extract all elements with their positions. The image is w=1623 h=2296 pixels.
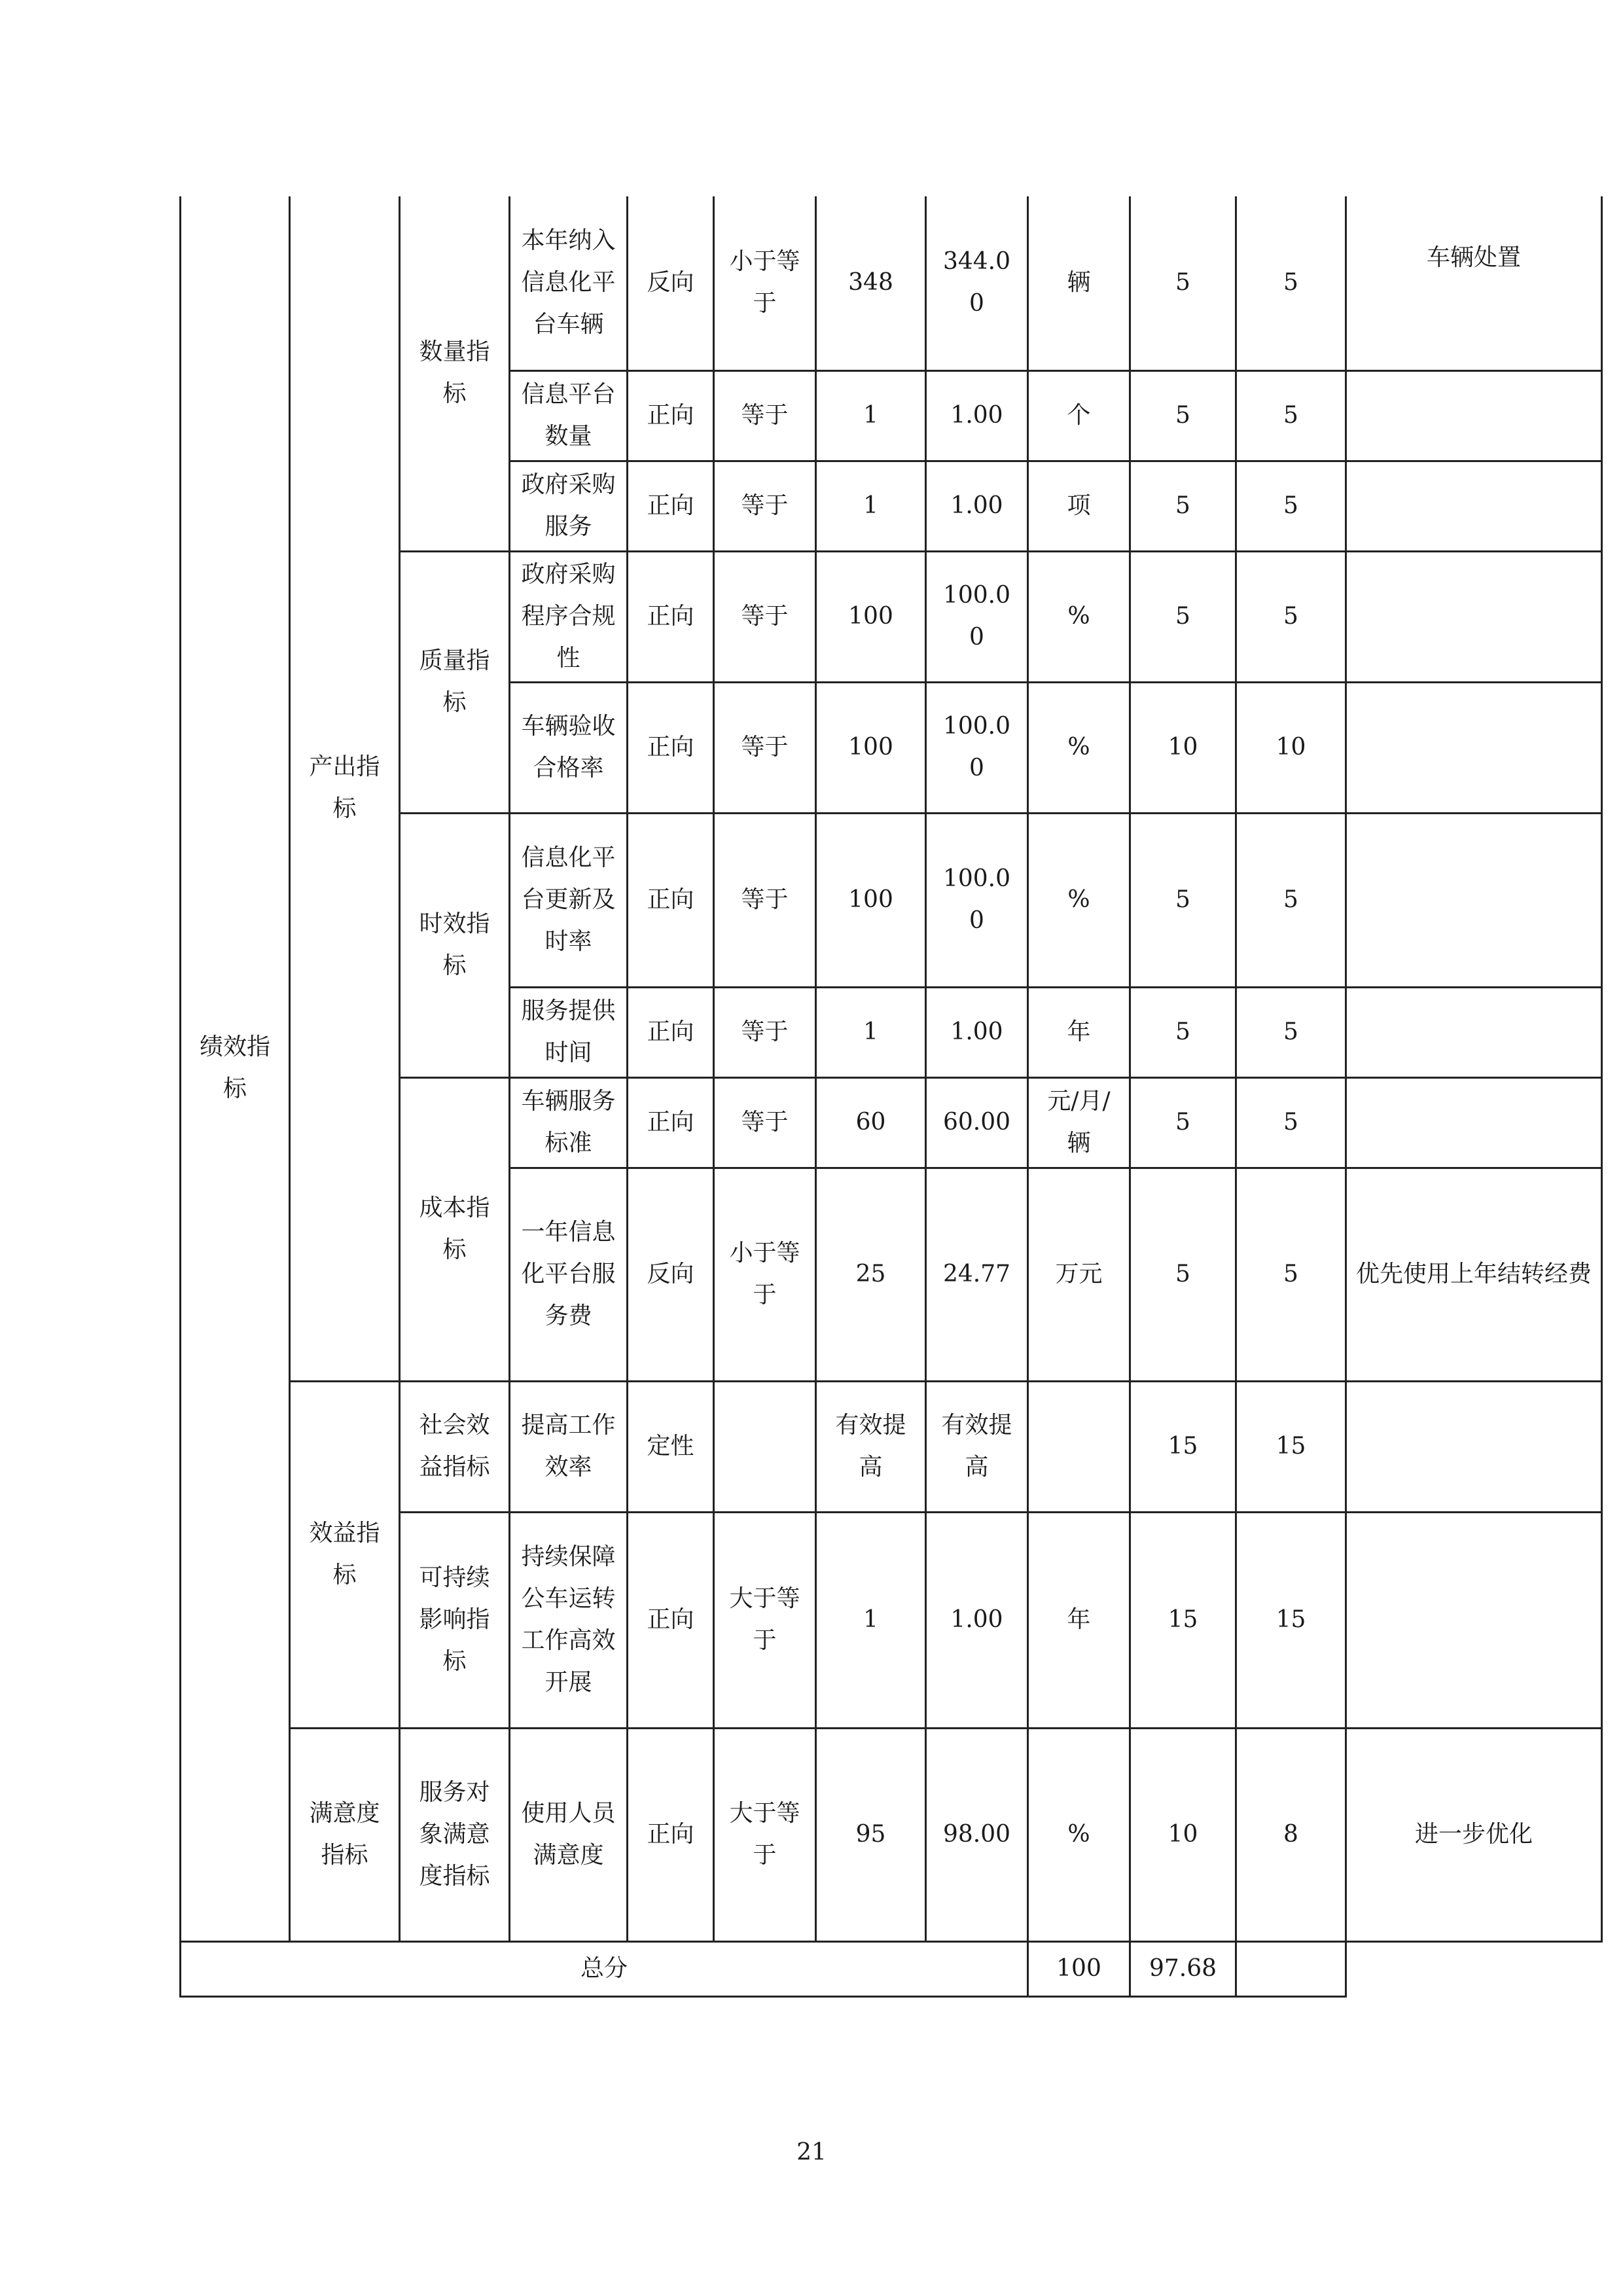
unit-cell: 辆 <box>1028 196 1130 370</box>
actual-cell: 1.00 <box>926 370 1028 461</box>
category-cell-sustainable <box>400 1512 510 1728</box>
weight-cell: 5 <box>1130 370 1236 461</box>
operator-cell: 等于 <box>714 987 816 1077</box>
direction-cell: 正向 <box>628 682 714 813</box>
weight-cell: 10 <box>1130 1728 1236 1941</box>
score-cell: 5 <box>1236 1168 1346 1381</box>
dimension-cell <box>181 196 290 1941</box>
group-label-output: 产出指标 <box>309 753 380 823</box>
target-cell: 60 <box>816 1077 926 1168</box>
note-cell: 进一步优化 <box>1346 1728 1602 1941</box>
actual-cell: 98.00 <box>926 1728 1028 1941</box>
operator-cell: 大于等于 <box>714 1512 816 1728</box>
note-cell <box>1346 461 1602 551</box>
category-label-timeliness: 时效指标 <box>419 910 490 979</box>
operator-cell: 小于等于 <box>714 1168 816 1381</box>
weight-cell: 10 <box>1130 682 1236 813</box>
target-cell: 348 <box>816 196 926 370</box>
unit-cell <box>1028 1381 1130 1512</box>
score-cell: 5 <box>1236 987 1346 1077</box>
direction-cell: 正向 <box>628 551 714 682</box>
actual-cell: 1.00 <box>926 1512 1028 1728</box>
category-label-service-target: 服务对象满意度指标 <box>419 1779 490 1890</box>
actual-cell: 344.00 <box>926 196 1028 370</box>
weight-cell: 15 <box>1130 1381 1236 1512</box>
category-cell-service-target <box>400 1728 510 1941</box>
note-cell <box>1346 551 1602 682</box>
category-cell-social <box>400 1381 510 1512</box>
group-cell-satisfaction <box>290 1728 400 1941</box>
direction-cell: 正向 <box>628 1077 714 1168</box>
operator-cell: 等于 <box>714 370 816 461</box>
score-cell: 5 <box>1236 551 1346 682</box>
performance-indicator-table <box>179 196 1603 1998</box>
score-cell: 15 <box>1236 1512 1346 1728</box>
note-cell: 车辆处置 <box>1346 196 1602 370</box>
operator-cell <box>714 1381 816 1512</box>
target-cell: 1 <box>816 461 926 551</box>
actual-cell: 100.00 <box>926 813 1028 987</box>
actual-cell: 24.77 <box>926 1168 1028 1381</box>
page-number: 21 <box>796 2139 827 2166</box>
total-label: 总分 <box>181 1941 1028 1996</box>
category-cell-quantity <box>400 196 510 551</box>
direction-cell: 反向 <box>628 196 714 370</box>
note-cell <box>1346 1077 1602 1168</box>
unit-cell: 个 <box>1028 370 1130 461</box>
target-cell: 1 <box>816 370 926 461</box>
operator-cell: 等于 <box>714 551 816 682</box>
unit-cell: % <box>1028 551 1130 682</box>
direction-cell: 定性 <box>628 1381 714 1512</box>
target-cell: 1 <box>816 987 926 1077</box>
indicator-cell: 本年纳入信息化平台车辆 <box>510 196 628 370</box>
indicator-cell: 政府采购程序合规性 <box>510 551 628 682</box>
unit-cell: 万元 <box>1028 1168 1130 1381</box>
category-label-social: 社会效益指标 <box>419 1412 490 1480</box>
score-cell: 5 <box>1236 196 1346 370</box>
target-cell: 25 <box>816 1168 926 1381</box>
score-cell: 5 <box>1236 461 1346 551</box>
actual-cell: 100.00 <box>926 551 1028 682</box>
target-cell: 100 <box>816 813 926 987</box>
note-cell <box>1346 987 1602 1077</box>
indicator-cell: 信息化平台更新及时率 <box>510 813 628 987</box>
indicator-cell: 一年信息化平台服务费 <box>510 1168 628 1381</box>
indicator-cell: 政府采购服务 <box>510 461 628 551</box>
operator-cell: 等于 <box>714 1077 816 1168</box>
indicator-cell: 提高工作效率 <box>510 1381 628 1512</box>
indicator-cell: 信息平台数量 <box>510 370 628 461</box>
category-label-sustainable: 可持续影响指标 <box>419 1564 490 1675</box>
unit-cell: 项 <box>1028 461 1130 551</box>
unit-cell: 年 <box>1028 1512 1130 1728</box>
indicator-cell: 持续保障公车运转工作高效开展 <box>510 1512 628 1728</box>
operator-cell: 小于等于 <box>714 196 816 370</box>
weight-cell: 5 <box>1130 1168 1236 1381</box>
total-row <box>181 1941 1602 1996</box>
target-cell: 95 <box>816 1728 926 1941</box>
unit-cell: % <box>1028 1728 1130 1941</box>
indicator-cell: 车辆验收合格率 <box>510 682 628 813</box>
weight-cell: 15 <box>1130 1512 1236 1728</box>
direction-cell: 正向 <box>628 813 714 987</box>
weight-cell: 5 <box>1130 813 1236 987</box>
group-label-satisfaction: 满意度指标 <box>309 1800 380 1869</box>
group-cell-benefit <box>290 1381 400 1728</box>
group-cell-output <box>290 196 400 1381</box>
note-cell: 优先使用上年结转经费 <box>1346 1168 1602 1381</box>
group-label-benefit: 效益指标 <box>309 1520 380 1588</box>
weight-cell: 5 <box>1130 551 1236 682</box>
weight-cell: 5 <box>1130 196 1236 370</box>
note-cell <box>1346 682 1602 813</box>
category-cell-timeliness <box>400 813 510 1077</box>
operator-cell: 等于 <box>714 813 816 987</box>
weight-cell: 5 <box>1130 461 1236 551</box>
score-cell: 15 <box>1236 1381 1346 1512</box>
category-label-cost: 成本指标 <box>419 1194 490 1263</box>
score-cell: 5 <box>1236 1077 1346 1168</box>
actual-cell: 100.00 <box>926 682 1028 813</box>
category-cell-quality <box>400 551 510 813</box>
total-weight: 100 <box>1028 1941 1130 1996</box>
score-cell: 8 <box>1236 1728 1346 1941</box>
operator-cell: 等于 <box>714 461 816 551</box>
total-score: 97.68 <box>1130 1941 1236 1996</box>
weight-cell: 5 <box>1130 1077 1236 1168</box>
unit-cell: % <box>1028 813 1130 987</box>
direction-cell: 正向 <box>628 1728 714 1941</box>
direction-cell: 反向 <box>628 1168 714 1381</box>
table-row <box>181 1381 1602 1512</box>
score-cell: 5 <box>1236 813 1346 987</box>
operator-cell: 等于 <box>714 682 816 813</box>
indicator-cell: 使用人员满意度 <box>510 1728 628 1941</box>
indicator-cell: 车辆服务标准 <box>510 1077 628 1168</box>
dimension-label: 绩效指标 <box>199 1033 270 1103</box>
indicator-cell: 服务提供时间 <box>510 987 628 1077</box>
target-cell: 1 <box>816 1512 926 1728</box>
actual-cell: 有效提高 <box>926 1381 1028 1512</box>
note-cell <box>1346 813 1602 987</box>
score-cell: 10 <box>1236 682 1346 813</box>
operator-cell: 大于等于 <box>714 1728 816 1941</box>
direction-cell: 正向 <box>628 1512 714 1728</box>
note-cell <box>1346 370 1602 461</box>
unit-cell: % <box>1028 682 1130 813</box>
table-row <box>181 1728 1602 1941</box>
target-cell: 100 <box>816 682 926 813</box>
table-row <box>181 196 1602 370</box>
actual-cell: 1.00 <box>926 461 1028 551</box>
unit-cell: 年 <box>1028 987 1130 1077</box>
total-note <box>1236 1941 1346 1996</box>
score-cell: 5 <box>1236 370 1346 461</box>
target-cell: 100 <box>816 551 926 682</box>
category-cell-cost <box>400 1077 510 1381</box>
direction-cell: 正向 <box>628 987 714 1077</box>
weight-cell: 5 <box>1130 987 1236 1077</box>
category-label-quantity: 数量指标 <box>419 338 490 408</box>
direction-cell: 正向 <box>628 370 714 461</box>
actual-cell: 60.00 <box>926 1077 1028 1168</box>
actual-cell: 1.00 <box>926 987 1028 1077</box>
direction-cell: 正向 <box>628 461 714 551</box>
target-cell: 有效提高 <box>816 1381 926 1512</box>
category-label-quality: 质量指标 <box>419 647 490 716</box>
unit-cell: 元/月/辆 <box>1028 1077 1130 1168</box>
note-cell <box>1346 1381 1602 1512</box>
note-cell <box>1346 1512 1602 1728</box>
